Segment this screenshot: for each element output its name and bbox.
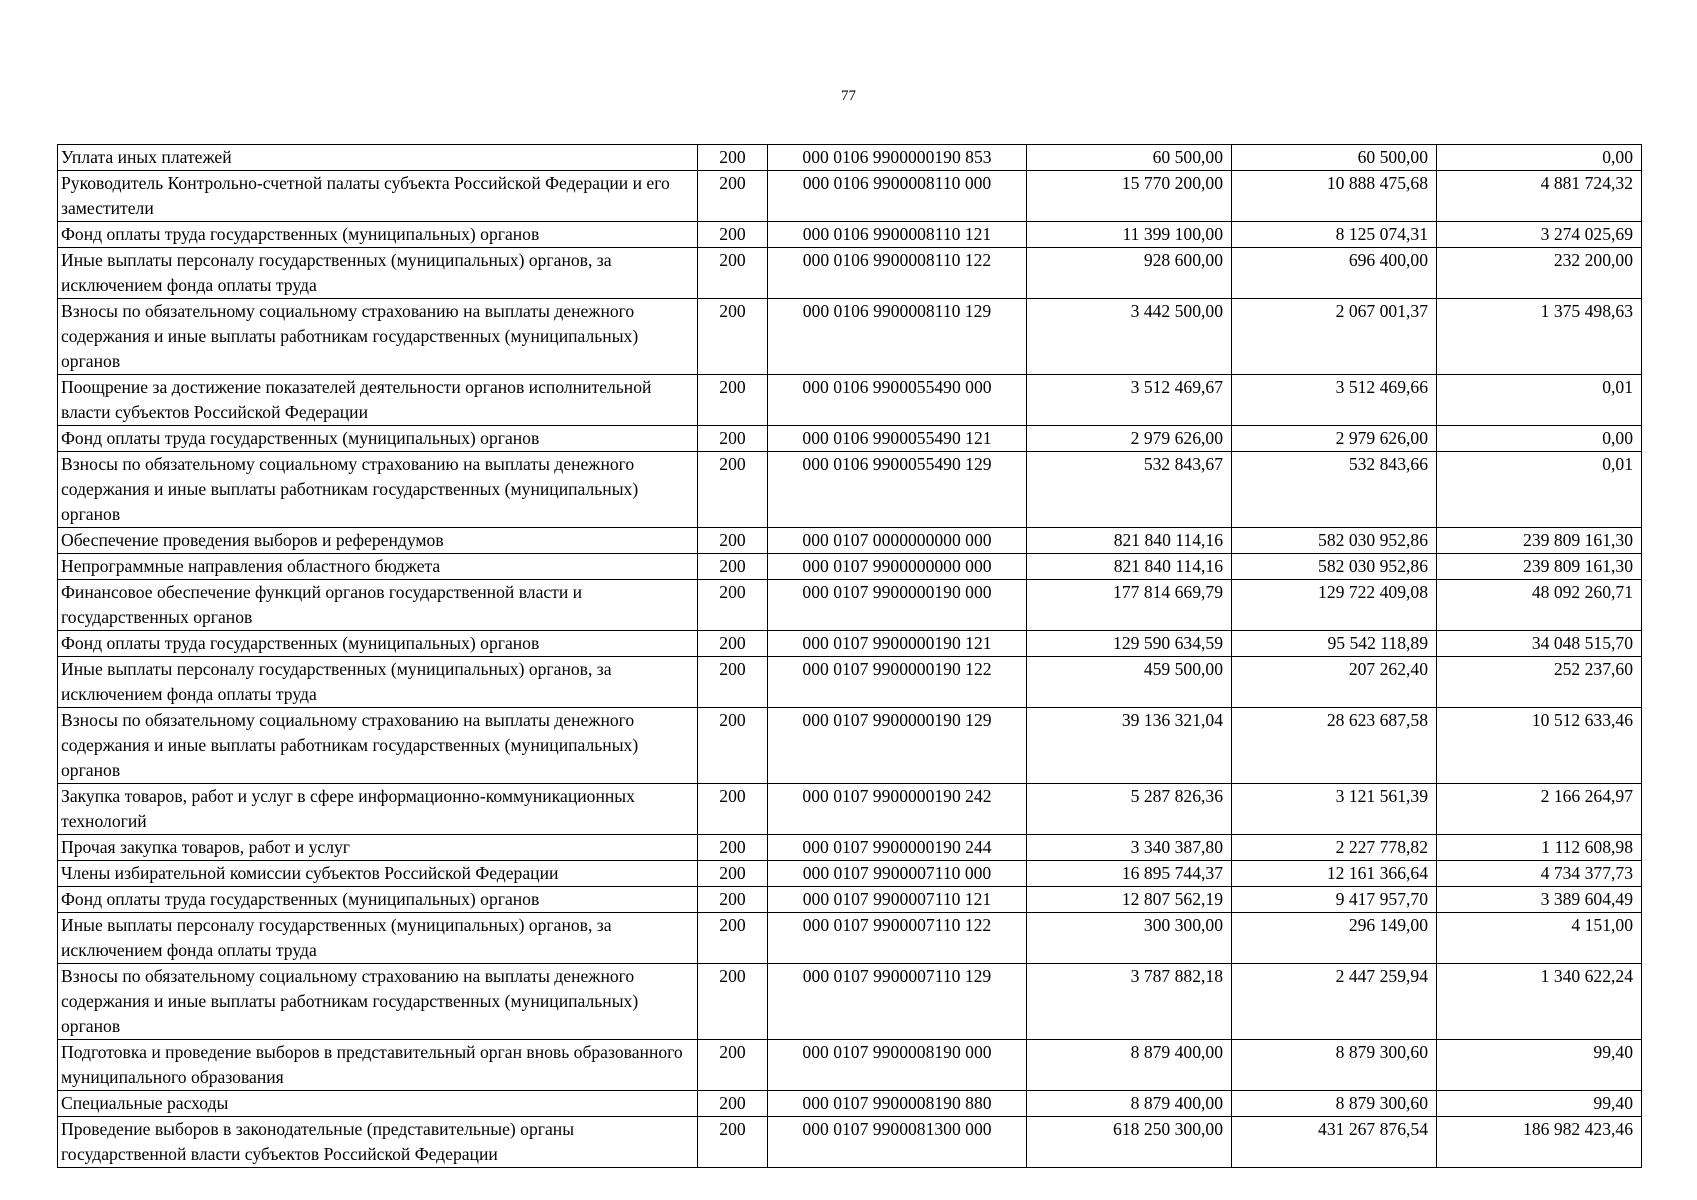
cell-executed-amount: 207 262,40 xyxy=(1232,657,1437,708)
cell-name: Взносы по обязательному социальному страхованию на выплаты денежного содержания и иные выплаты работникам государственных (муниципальных) органов xyxy=(58,299,698,375)
cell-name: Фонд оплаты труда государственных (муниципальных) органов xyxy=(58,887,698,913)
cell-unexecuted-amount: 1 340 622,24 xyxy=(1437,964,1642,1040)
cell-budget-classification-code: 000 0106 9900055490 121 xyxy=(768,426,1027,452)
cell-budget-classification-code: 000 0107 9900000190 122 xyxy=(768,657,1027,708)
cell-line-code: 200 xyxy=(698,528,768,554)
cell-name: Взносы по обязательному социальному страхованию на выплаты денежного содержания и иные выплаты работникам государственных (муниципальных) органов xyxy=(58,708,698,784)
cell-unexecuted-amount: 99,40 xyxy=(1437,1040,1642,1091)
cell-executed-amount: 129 722 409,08 xyxy=(1232,580,1437,631)
cell-approved-amount: 821 840 114,16 xyxy=(1027,528,1232,554)
cell-approved-amount: 3 787 882,18 xyxy=(1027,964,1232,1040)
cell-approved-amount: 928 600,00 xyxy=(1027,248,1232,299)
cell-line-code: 200 xyxy=(698,887,768,913)
cell-approved-amount: 129 590 634,59 xyxy=(1027,631,1232,657)
cell-name: Члены избирательной комиссии субъектов Российской Федерации xyxy=(58,861,698,887)
cell-executed-amount: 532 843,66 xyxy=(1232,452,1437,528)
cell-line-code: 200 xyxy=(698,426,768,452)
cell-budget-classification-code: 000 0107 9900000190 129 xyxy=(768,708,1027,784)
table-row xyxy=(58,708,1642,784)
cell-budget-classification-code: 000 0106 9900008110 000 xyxy=(768,171,1027,222)
table-row xyxy=(58,887,1642,913)
cell-name: Иные выплаты персоналу государственных (муниципальных) органов, за исключением фонда оплаты труда xyxy=(58,657,698,708)
cell-approved-amount: 15 770 200,00 xyxy=(1027,171,1232,222)
cell-executed-amount: 95 542 118,89 xyxy=(1232,631,1437,657)
cell-budget-classification-code: 000 0107 9900000190 242 xyxy=(768,784,1027,835)
cell-executed-amount: 12 161 366,64 xyxy=(1232,861,1437,887)
cell-name: Иные выплаты персоналу государственных (муниципальных) органов, за исключением фонда оплаты труда xyxy=(58,248,698,299)
cell-unexecuted-amount: 3 389 604,49 xyxy=(1437,887,1642,913)
cell-unexecuted-amount: 239 809 161,30 xyxy=(1437,528,1642,554)
cell-name: Иные выплаты персоналу государственных (муниципальных) органов, за исключением фонда оплаты труда xyxy=(58,913,698,964)
cell-executed-amount: 696 400,00 xyxy=(1232,248,1437,299)
cell-budget-classification-code: 000 0106 9900008110 122 xyxy=(768,248,1027,299)
cell-line-code: 200 xyxy=(698,580,768,631)
table-row xyxy=(58,964,1642,1040)
cell-executed-amount: 10 888 475,68 xyxy=(1232,171,1437,222)
cell-line-code: 200 xyxy=(698,861,768,887)
table-row xyxy=(58,1117,1642,1168)
cell-budget-classification-code: 000 0107 9900000190 244 xyxy=(768,835,1027,861)
table-row xyxy=(58,580,1642,631)
cell-budget-classification-code: 000 0107 9900000190 000 xyxy=(768,580,1027,631)
cell-budget-classification-code: 000 0107 9900007110 000 xyxy=(768,861,1027,887)
cell-approved-amount: 5 287 826,36 xyxy=(1027,784,1232,835)
cell-line-code: 200 xyxy=(698,784,768,835)
cell-line-code: 200 xyxy=(698,1117,768,1168)
table-row xyxy=(58,657,1642,708)
cell-line-code: 200 xyxy=(698,375,768,426)
cell-line-code: 200 xyxy=(698,171,768,222)
table-row xyxy=(58,248,1642,299)
table-row xyxy=(58,426,1642,452)
cell-line-code: 200 xyxy=(698,964,768,1040)
cell-unexecuted-amount: 0,00 xyxy=(1437,426,1642,452)
cell-budget-classification-code: 000 0107 9900008190 880 xyxy=(768,1091,1027,1117)
cell-unexecuted-amount: 0,01 xyxy=(1437,375,1642,426)
cell-executed-amount: 582 030 952,86 xyxy=(1232,554,1437,580)
cell-name: Уплата иных платежей xyxy=(58,145,698,171)
cell-approved-amount: 60 500,00 xyxy=(1027,145,1232,171)
cell-line-code: 200 xyxy=(698,913,768,964)
table-row xyxy=(58,913,1642,964)
cell-unexecuted-amount: 1 112 608,98 xyxy=(1437,835,1642,861)
cell-budget-classification-code: 000 0107 0000000000 000 xyxy=(768,528,1027,554)
table-row xyxy=(58,452,1642,528)
cell-approved-amount: 459 500,00 xyxy=(1027,657,1232,708)
cell-approved-amount: 618 250 300,00 xyxy=(1027,1117,1232,1168)
cell-line-code: 200 xyxy=(698,452,768,528)
page-number: 77 xyxy=(841,88,856,104)
cell-executed-amount: 296 149,00 xyxy=(1232,913,1437,964)
cell-unexecuted-amount: 48 092 260,71 xyxy=(1437,580,1642,631)
cell-line-code: 200 xyxy=(698,1040,768,1091)
cell-unexecuted-amount: 239 809 161,30 xyxy=(1437,554,1642,580)
budget-execution-table-container xyxy=(57,144,1641,1168)
cell-budget-classification-code: 000 0107 9900000190 121 xyxy=(768,631,1027,657)
cell-approved-amount: 3 512 469,67 xyxy=(1027,375,1232,426)
cell-budget-classification-code: 000 0107 9900081300 000 xyxy=(768,1117,1027,1168)
cell-budget-classification-code: 000 0107 9900007110 122 xyxy=(768,913,1027,964)
cell-name: Прочая закупка товаров, работ и услуг xyxy=(58,835,698,861)
cell-unexecuted-amount: 4 151,00 xyxy=(1437,913,1642,964)
budget-execution-table xyxy=(57,144,1642,1168)
cell-name: Взносы по обязательному социальному страхованию на выплаты денежного содержания и иные выплаты работникам государственных (муниципальных) органов xyxy=(58,964,698,1040)
cell-line-code: 200 xyxy=(698,708,768,784)
cell-budget-classification-code: 000 0106 9900055490 000 xyxy=(768,375,1027,426)
cell-name: Закупка товаров, работ и услуг в сфере информационно-коммуникационных технологий xyxy=(58,784,698,835)
cell-approved-amount: 8 879 400,00 xyxy=(1027,1040,1232,1091)
table-row xyxy=(58,784,1642,835)
cell-unexecuted-amount: 1 375 498,63 xyxy=(1437,299,1642,375)
cell-executed-amount: 3 512 469,66 xyxy=(1232,375,1437,426)
cell-unexecuted-amount: 186 982 423,46 xyxy=(1437,1117,1642,1168)
cell-name: Руководитель Контрольно-счетной палаты субъекта Российской Федерации и его заместители xyxy=(58,171,698,222)
cell-budget-classification-code: 000 0107 9900007110 121 xyxy=(768,887,1027,913)
cell-budget-classification-code: 000 0106 9900000190 853 xyxy=(768,145,1027,171)
table-row xyxy=(58,835,1642,861)
table-row xyxy=(58,222,1642,248)
cell-budget-classification-code: 000 0107 9900000000 000 xyxy=(768,554,1027,580)
table-row xyxy=(58,861,1642,887)
cell-name: Поощрение за достижение показателей деятельности органов исполнительной власти субъектов Российской Федерации xyxy=(58,375,698,426)
cell-name: Подготовка и проведение выборов в представительный орган вновь образованного муниципального образования xyxy=(58,1040,698,1091)
cell-name: Взносы по обязательному социальному страхованию на выплаты денежного содержания и иные выплаты работникам государственных (муниципальных) органов xyxy=(58,452,698,528)
cell-line-code: 200 xyxy=(698,1091,768,1117)
cell-line-code: 200 xyxy=(698,299,768,375)
cell-approved-amount: 3 442 500,00 xyxy=(1027,299,1232,375)
cell-name: Фонд оплаты труда государственных (муниципальных) органов xyxy=(58,631,698,657)
cell-unexecuted-amount: 10 512 633,46 xyxy=(1437,708,1642,784)
cell-name: Фонд оплаты труда государственных (муниципальных) органов xyxy=(58,222,698,248)
cell-approved-amount: 12 807 562,19 xyxy=(1027,887,1232,913)
cell-executed-amount: 8 879 300,60 xyxy=(1232,1091,1437,1117)
cell-executed-amount: 2 067 001,37 xyxy=(1232,299,1437,375)
cell-budget-classification-code: 000 0106 9900055490 129 xyxy=(768,452,1027,528)
cell-unexecuted-amount: 252 237,60 xyxy=(1437,657,1642,708)
cell-executed-amount: 9 417 957,70 xyxy=(1232,887,1437,913)
cell-unexecuted-amount: 4 734 377,73 xyxy=(1437,861,1642,887)
cell-executed-amount: 431 267 876,54 xyxy=(1232,1117,1437,1168)
cell-unexecuted-amount: 232 200,00 xyxy=(1437,248,1642,299)
cell-name: Проведение выборов в законодательные (представительные) органы государственной власти субъектов Российской Федерации xyxy=(58,1117,698,1168)
cell-line-code: 200 xyxy=(698,248,768,299)
table-row xyxy=(58,145,1642,171)
cell-budget-classification-code: 000 0106 9900008110 129 xyxy=(768,299,1027,375)
cell-line-code: 200 xyxy=(698,835,768,861)
cell-budget-classification-code: 000 0107 9900008190 000 xyxy=(768,1040,1027,1091)
cell-unexecuted-amount: 0,00 xyxy=(1437,145,1642,171)
table-row xyxy=(58,171,1642,222)
cell-line-code: 200 xyxy=(698,145,768,171)
cell-executed-amount: 2 447 259,94 xyxy=(1232,964,1437,1040)
cell-line-code: 200 xyxy=(698,554,768,580)
table-row xyxy=(58,375,1642,426)
table-row xyxy=(58,1040,1642,1091)
cell-line-code: 200 xyxy=(698,631,768,657)
cell-executed-amount: 8 879 300,60 xyxy=(1232,1040,1437,1091)
cell-executed-amount: 3 121 561,39 xyxy=(1232,784,1437,835)
cell-executed-amount: 8 125 074,31 xyxy=(1232,222,1437,248)
cell-executed-amount: 2 227 778,82 xyxy=(1232,835,1437,861)
cell-executed-amount: 2 979 626,00 xyxy=(1232,426,1437,452)
cell-name: Специальные расходы xyxy=(58,1091,698,1117)
cell-name: Фонд оплаты труда государственных (муниципальных) органов xyxy=(58,426,698,452)
cell-approved-amount: 39 136 321,04 xyxy=(1027,708,1232,784)
cell-approved-amount: 2 979 626,00 xyxy=(1027,426,1232,452)
cell-approved-amount: 300 300,00 xyxy=(1027,913,1232,964)
table-row xyxy=(58,528,1642,554)
cell-approved-amount: 532 843,67 xyxy=(1027,452,1232,528)
cell-unexecuted-amount: 34 048 515,70 xyxy=(1437,631,1642,657)
cell-unexecuted-amount: 2 166 264,97 xyxy=(1437,784,1642,835)
cell-executed-amount: 28 623 687,58 xyxy=(1232,708,1437,784)
table-row xyxy=(58,299,1642,375)
cell-unexecuted-amount: 99,40 xyxy=(1437,1091,1642,1117)
cell-name: Непрограммные направления областного бюджета xyxy=(58,554,698,580)
cell-executed-amount: 60 500,00 xyxy=(1232,145,1437,171)
cell-name: Финансовое обеспечение функций органов государственной власти и государственных органов xyxy=(58,580,698,631)
cell-executed-amount: 582 030 952,86 xyxy=(1232,528,1437,554)
cell-budget-classification-code: 000 0106 9900008110 121 xyxy=(768,222,1027,248)
cell-approved-amount: 8 879 400,00 xyxy=(1027,1091,1232,1117)
cell-approved-amount: 3 340 387,80 xyxy=(1027,835,1232,861)
cell-unexecuted-amount: 0,01 xyxy=(1437,452,1642,528)
table-row xyxy=(58,1091,1642,1117)
cell-unexecuted-amount: 3 274 025,69 xyxy=(1437,222,1642,248)
table-row xyxy=(58,554,1642,580)
cell-approved-amount: 177 814 669,79 xyxy=(1027,580,1232,631)
cell-line-code: 200 xyxy=(698,222,768,248)
cell-unexecuted-amount: 4 881 724,32 xyxy=(1437,171,1642,222)
cell-approved-amount: 16 895 744,37 xyxy=(1027,861,1232,887)
table-body xyxy=(58,145,1642,1168)
cell-budget-classification-code: 000 0107 9900007110 129 xyxy=(768,964,1027,1040)
cell-line-code: 200 xyxy=(698,657,768,708)
cell-name: Обеспечение проведения выборов и референдумов xyxy=(58,528,698,554)
table-row xyxy=(58,631,1642,657)
cell-approved-amount: 821 840 114,16 xyxy=(1027,554,1232,580)
cell-approved-amount: 11 399 100,00 xyxy=(1027,222,1232,248)
